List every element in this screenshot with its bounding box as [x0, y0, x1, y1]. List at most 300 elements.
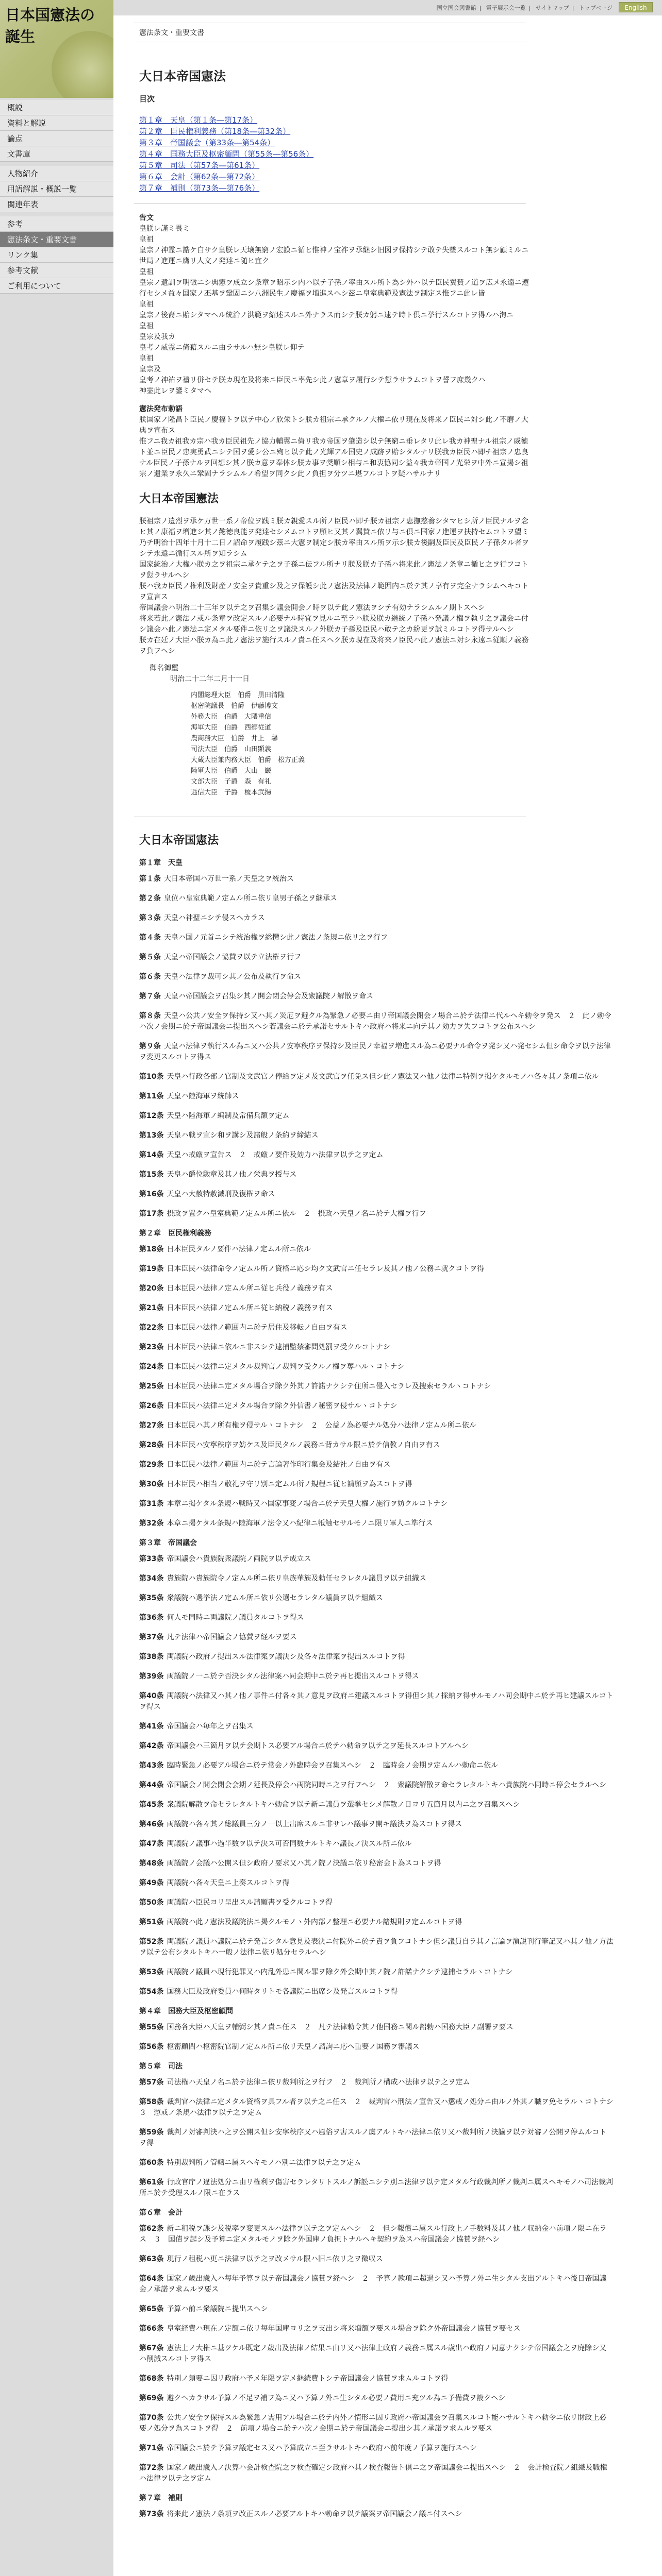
article-number: 第16条	[139, 1190, 164, 1198]
article-text: 日本臣民ハ其ノ所有権ヲ侵サルヽコトナシ ２ 公益ノ為必要ナル処分ハ法律ノ定ムル所ニ依ル	[167, 1421, 476, 1430]
article-item	[139, 1342, 614, 1353]
nav-item-bibliography[interactable]: 参考文献	[0, 263, 113, 278]
article-text: 避クヘカラサル予算ノ不足ヲ補フ為ニ又ハ予算ノ外ニ生シタル必要ノ費用ニ充ツル為ニ予備費ヲ設クヘシ	[167, 2394, 506, 2402]
article-item	[139, 1967, 614, 1978]
table-of-contents	[139, 114, 641, 194]
article-item	[139, 1381, 614, 1392]
nav-item-reference[interactable]: 参考	[0, 216, 113, 232]
article-number: 第44条	[139, 1781, 164, 1789]
article-item	[139, 2097, 621, 2119]
nav-gap	[0, 162, 113, 166]
article-text: 行政官庁ノ違法処分ニ由リ権利ヲ傷害セラレタリトスルノ訴訟ニシテ別ニ法律ヲ以テ定メタル行政裁判所ノ裁判ニ属スヘキモノハ司法裁判所ニ於テ受理スルノ限ニ在ラス	[139, 2178, 613, 2197]
article-item	[139, 2254, 614, 2265]
article-item	[139, 1518, 614, 1529]
article-item	[139, 2343, 614, 2365]
chapter-heading: 第１章 天皇	[139, 859, 183, 867]
article-text: 国務大臣及政府委員ハ何時タリトモ各議院ニ出席シ及発言スルコトヲ得	[167, 1988, 398, 1996]
article-text: 本章ニ掲ケタル条規ハ戦時又ハ国家事変ノ場合ニ於テ天皇大権ノ施行ヲ妨クルコトナシ	[167, 1500, 448, 1508]
article-text: 両議院ノ議事ハ過半数ヲ以テ決ス可否同数ナルトキハ議長ノ決スル所ニ依ル	[167, 1840, 412, 1848]
article-text: 両議院ハ法律又ハ其ノ他ノ事件ニ付各々其ノ意見ヲ政府ニ建議スルコトヲ得但シ其ノ採納ヲ得サルモノハ同会期中ニ於テ再ヒ建議スルコトヲ得ス	[139, 1692, 614, 1711]
article-item	[139, 1264, 614, 1275]
proclamation-paragraph: 将来若此ノ憲法ノ或ル条章ヲ改定スルノ必要ナル時宜ヲ見ルニ至ラハ朕及朕カ継統ノ子孫ハ発議ノ権ヲ執リ之ヲ議会ニ付シ議会ハ此ノ憲法ニ定メタル要件ニ依リ之ヲ議決スルノ外朕カ子孫及臣民ハ敢テ之カ紛更ヲ試ミルコトヲ得サルヘシ	[139, 615, 528, 634]
signatory: 陸軍大臣 伯爵 大山 巌	[191, 767, 272, 775]
proclamation-paragraph: 帝国議会ハ明治二十三年ヲ以テ之ヲ召集シ議会開会ノ時ヲ以テ此ノ憲法ヲシテ有効ナラシムルノ期トスヘシ	[139, 604, 485, 612]
article-number: 第51条	[139, 1918, 164, 1926]
article-item	[139, 2509, 614, 2520]
article-text: 衆議院ハ選挙法ノ定ムル所ニ依リ公選セラレタル議員ヲ以テ組織ス	[167, 1594, 383, 1602]
chapter-heading: 第３章 帝国議会	[139, 1539, 197, 1547]
article-text: 天皇ハ帝国議会ノ協賛ヲ以テ立法権ヲ行フ	[164, 953, 301, 961]
article-number: 第21条	[139, 1304, 164, 1312]
article-number: 第57条	[139, 2078, 164, 2087]
article-number: 第63条	[139, 2255, 164, 2263]
article-number: 第33条	[139, 1555, 164, 1563]
article-number: 第26条	[139, 1402, 164, 1410]
article-number: 第30条	[139, 1480, 164, 1488]
article-number: 第18条	[139, 1245, 164, 1253]
article-item	[139, 1760, 614, 1771]
article-text: 両議院ハ各々其ノ総議員三分ノ一以上出席スルニ非サレハ議事ヲ開キ議決ヲ為スコトヲ得ス	[167, 1820, 462, 1828]
article-item	[139, 972, 614, 982]
article-item	[139, 933, 614, 943]
article-text: 天皇ハ神聖ニシテ侵スヘカラス	[164, 914, 265, 922]
article-item	[139, 893, 614, 904]
proclamation-paragraph: 朕カ在廷ノ大臣ハ朕カ為ニ此ノ憲法ヲ施行スルノ責ニ任スヘク朕カ現在及将来ノ臣民ハ此ノ憲法ニ対シ永遠ニ従順ノ義務ヲ負フヘシ	[139, 636, 529, 655]
article-item	[139, 2463, 614, 2484]
article-item	[139, 1613, 614, 1623]
article-text: 天皇ハ戒厳ヲ宣告ス ２ 戒厳ノ要件及効力ハ法律ヲ以テ之ヲ定ム	[167, 1151, 384, 1159]
chapter-heading: 第５章 司法	[139, 2062, 183, 2071]
proclamation-text	[139, 516, 531, 657]
article-text: 日本臣民タルノ要件ハ法律ノ定ムル所ニ依ル	[167, 1245, 311, 1253]
nav-item-chronology[interactable]: 関連年表	[0, 197, 113, 212]
article-item	[139, 1721, 614, 1732]
chapter-heading: 第４章 国務大臣及枢密顧問	[139, 2007, 233, 2015]
article-item	[139, 2042, 614, 2053]
article-number: 第４条	[139, 934, 161, 942]
article-text: 日本臣民ハ法律命令ノ定ムル所ノ資格ニ応シ均ク文武官ニ任セラレ及其ノ他ノ公務ニ就クコトヲ得	[167, 1265, 485, 1273]
article-item	[139, 1780, 614, 1791]
article-text: 日本臣民ハ法律ノ定ムル所ニ従ヒ納税ノ義務ヲ有ス	[167, 1304, 333, 1312]
article-item	[139, 2324, 614, 2334]
article-text: 両議院ノ会議ハ公開ス但シ政府ノ要求又ハ其ノ院ノ決議ニ依リ秘密会ト為スコトヲ得	[167, 1859, 441, 1868]
article-item	[139, 1420, 614, 1431]
nav-item-usage[interactable]: ご利用について	[0, 278, 113, 294]
proclamation-date: 明治二十二年二月十一日	[170, 675, 250, 683]
article-number: 第70条	[139, 2414, 164, 2422]
article-text: 予算ハ前ニ衆議院ニ提出スヘシ	[167, 2305, 268, 2313]
article-item	[139, 1479, 614, 1490]
article-item	[139, 1041, 614, 1063]
preamble-line: 皇考ノ威霊ニ倚藉スルニ由ラサルハ無シ皇朕レ仰テ	[139, 344, 305, 352]
article-number: 第40条	[139, 1692, 164, 1700]
english-button[interactable]: English	[619, 2, 653, 12]
article-number: 第28条	[139, 1441, 164, 1449]
article-text: 将来此ノ憲法ノ条項ヲ改正スルノ必要アルトキハ勅命ヲ以テ議案ヲ帝国議会ノ議ニ付スヘシ	[167, 2510, 462, 2518]
article-number: 第46条	[139, 1820, 164, 1828]
article-number: 第64条	[139, 2275, 164, 2283]
article-number: 第56条	[139, 2043, 164, 2051]
article-item	[139, 1573, 614, 1584]
article-text: 帝国議会ハ貴族院衆議院ノ両院ヲ以テ成立ス	[167, 1555, 311, 1563]
signatory: 文部大臣 子爵 森 有礼	[191, 778, 272, 786]
signatory: 農商務大臣 伯爵 井上 馨	[191, 735, 278, 742]
sidebar-nav	[0, 100, 113, 294]
article-item	[139, 1011, 614, 1032]
article-item	[139, 2177, 614, 2199]
proclamation-paragraph: 朕ハ我カ臣民ノ権利及財産ノ安全ヲ貴重シ及之ヲ保護シ此ノ憲法及法律ノ範囲内ニ於テ其ノ享有ヲ完全ナラシムヘキコトヲ宣言ス	[139, 582, 529, 601]
nav-item-links[interactable]: リンク集	[0, 247, 113, 263]
constitution-title: 大日本帝国憲法	[139, 834, 219, 847]
article-item	[139, 1303, 614, 1314]
article-item	[139, 1878, 614, 1889]
article-item	[139, 2077, 614, 2088]
proclamation-paragraph: 国家統治ノ大権ハ朕カ之ヲ祖宗ニ承ケテ之ヲ子孫ニ伝フル所ナリ朕及朕カ子孫ハ将来此ノ憲法ノ条章ニ循ヒ之ヲ行フコトヲ愆ラサルヘシ	[139, 561, 528, 580]
article-text: 日本臣民ハ法律ニ依ルニ非スシテ逮捕監禁審問処罰ヲ受クルコトナシ	[167, 1343, 390, 1351]
top-link-ndl[interactable]: 国立国会図書館	[436, 5, 476, 11]
chapter-heading: 第６章 会計	[139, 2209, 183, 2217]
preamble-line: 皇考ノ神祐ヲ禱リ併セテ朕カ現在及将来ニ臣民ニ率先シ此ノ憲章ヲ履行シテ愆ラサラムコトヲ誓フ庶幾クハ	[139, 376, 486, 384]
article-item	[139, 1632, 614, 1643]
article-text: 皇位ハ皇室典範ノ定ムル所ニ依リ皇男子孫之ヲ継承ス	[164, 894, 337, 903]
article-number: 第31条	[139, 1500, 164, 1508]
article-text: 天皇ハ陸海軍ノ編制及常備兵額ヲ定ム	[167, 1112, 290, 1120]
nav-gap	[0, 212, 113, 216]
article-text: 特別ノ須要ニ因リ政府ハ予メ年限ヲ定メ継続費トシテ帝国議会ノ協賛ヲ求ムルコトヲ得	[167, 2375, 449, 2383]
article-text: 帝国議会ハ三箇月ヲ以テ会期トス必要アル場合ニ於テハ勅命ヲ以テ之ヲ延長スルコトアルヘシ	[167, 1742, 469, 1750]
article-number: 第55条	[139, 2023, 164, 2031]
article-text: 天皇ハ爵位勲章及其ノ他ノ栄典ヲ授与ス	[167, 1171, 297, 1179]
article-number: 第14条	[139, 1151, 164, 1159]
article-number: 第58条	[139, 2098, 164, 2106]
top-link-exhibitions[interactable]: 電子展示会一覧	[486, 5, 526, 11]
article-number: 第６条	[139, 973, 161, 981]
article-item	[139, 1593, 614, 1604]
article-text: 特別裁判所ノ管轄ニ属スヘキモノハ別ニ法律ヲ以テ之ヲ定ム	[167, 2159, 361, 2167]
proclamation-paragraph: 朕祖宗ノ遺烈ヲ承ケ万世一系ノ帝位ヲ践ミ朕カ親愛スル所ノ臣民ハ即チ朕カ祖宗ノ恵撫慈養シタマヒシ所ノ臣民ナルヲ念ヒ其ノ康福ヲ増進シ其ノ懿徳良能ヲ発達セシメムコトヲ願ヒ又其ノ翼賛ニ依リ与ニ倶ニ国家ノ進運ヲ扶持セムコトヲ望ミ乃チ明治十四年十月十二日ノ詔命ヲ履践シ茲ニ大憲ヲ制定シ朕カ率由スル所ヲ示シ朕カ後嗣及臣民及臣民ノ子孫タル者ヲシテ永遠ニ循行スル所ヲ知ラシム	[139, 517, 529, 558]
article-number: 第36条	[139, 1614, 164, 1622]
article-number: 第41条	[139, 1722, 164, 1731]
article-text: 天皇ハ帝国議会ヲ召集シ其ノ開会閉会停会及衆議院ノ解散ヲ命ス	[164, 992, 373, 1001]
article-text: 衆議院解散ヲ命セラレタルトキハ勅命ヲ以テ新ニ議員ヲ選挙セシメ解散ノ日ヨリ五箇月以内ニ之ヲ召集スヘシ	[167, 1801, 520, 1809]
article-number: 第12条	[139, 1112, 164, 1120]
article-number: 第60条	[139, 2159, 164, 2167]
proclamation-title: 大日本帝国憲法	[139, 493, 219, 505]
article-item	[139, 2374, 614, 2384]
signatory-list	[191, 690, 641, 798]
article-text: 司法権ハ天皇ノ名ニ於テ法律ニ依リ裁判所之ヲ行フ ２ 裁判所ノ構成ハ法律ヲ以テ之ヲ定ム	[167, 2078, 470, 2087]
nav-item-issues[interactable]: 論点	[0, 131, 113, 146]
article-item	[139, 1499, 614, 1510]
article-text: 本章ニ掲ケタル条規ハ陸海軍ノ法令又ハ紀律ニ牴触セサルモノニ限リ軍人ニ準行ス	[167, 1519, 433, 1528]
article-number: 第27条	[139, 1421, 164, 1430]
article-number: 第32条	[139, 1519, 164, 1528]
article-text: 帝国議会ハ毎年之ヲ召集ス	[167, 1722, 254, 1731]
article-number: 第43条	[139, 1761, 164, 1770]
article-number: 第47条	[139, 1840, 164, 1848]
sidebar	[0, 0, 113, 2576]
preamble-line: 皇祖	[139, 268, 154, 276]
article-text: 両議院ハ臣民ヨリ呈出スル請願書ヲ受クルコトヲ得	[167, 1899, 333, 1907]
article-text: 天皇ハ法律ヲ裁可シ其ノ公布及執行ヲ命ス	[164, 973, 301, 981]
article-item	[139, 2304, 614, 2315]
article-item	[139, 1460, 614, 1470]
top-link-top[interactable]: トップページ	[578, 5, 613, 11]
signatory: 海軍大臣 伯爵 西郷従道	[191, 724, 272, 732]
preamble-line: 皇宗ノ後裔ニ貽シタマヘル統治ノ洪範ヲ紹述スルニ外ナラス而シテ朕カ躬ニ逮テ時ト倶ニ挙行スルコトヲ得ルハ洵ニ	[139, 311, 514, 319]
article-number: 第61条	[139, 2178, 164, 2187]
article-text: 日本臣民ハ法律ノ範囲内ニ於テ言論著作印行集会及結社ノ自由ヲ有ス	[167, 1461, 391, 1469]
article-number: 第39条	[139, 1672, 164, 1681]
preamble-line: 皇祖	[139, 322, 154, 330]
article-text: 日本臣民ハ安寧秩序ヲ妨ケス及臣民タルノ義務ニ背カサル限ニ於テ信教ノ自由ヲ有ス	[167, 1441, 440, 1449]
article-number: 第65条	[139, 2305, 164, 2313]
article-item	[139, 1244, 614, 1255]
preamble-line: 皇宗及我カ	[139, 333, 175, 341]
article-item	[139, 2158, 614, 2168]
signatory: 枢密院議長 伯爵 伊藤博文	[191, 702, 278, 710]
article-text: 天皇ハ戦ヲ宣シ和ヲ講シ及諸般ノ条約ヲ締結ス	[167, 1131, 319, 1140]
nav-item-constitution-texts[interactable]: 憲法条文・重要文書	[0, 232, 113, 247]
proclamation-section	[139, 516, 531, 685]
article-text: 天皇ハ公共ノ安全ヲ保持シ又ハ其ノ災厄ヲ避クル為緊急ノ必要ニ由リ帝国議会閉会ノ場合ニ於テ法律ニ代ルヘキ勅令ヲ発ス ２ 此ノ勅令ハ次ノ会期ニ於テ帝国議会ニ提出スヘシ若議会ニ於テ承諾セサルトキハ政府ハ将来ニ向テ其ノ効力ヲ失フコトヲ公布スヘシ	[139, 1012, 611, 1031]
article-item	[139, 1072, 614, 1082]
article-text: 裁判官ハ法律ニ定メタル資格ヲ具フル者ヲ以テ之ニ任ス ２ 裁判官ハ刑法ノ宣告又ハ懲戒ノ処分ニ由ルノ外其ノ職ヲ免セラルヽコトナシ ３ 懲戒ノ条規ハ法律ヲ以テ之ヲ定ム	[139, 2098, 621, 2117]
article-text: 日本臣民ハ相当ノ敬礼ヲ守リ別ニ定ムル所ノ規程ニ従ヒ請願ヲ為スコトヲ得	[167, 1480, 412, 1488]
nav-item-archive[interactable]: 文書庫	[0, 146, 113, 162]
article-number: 第25条	[139, 1382, 164, 1391]
article-text: 日本臣民ハ法律ノ範囲内ニ於テ居住及移転ノ自由ヲ有ス	[167, 1324, 347, 1332]
article-text: 憲法上ノ大権ニ基ツケル既定ノ歳出及法律ノ結果ニ由リ又ハ法律上政府ノ義務ニ属スル歳出ハ政府ノ同意ナクシテ帝国議会之ヲ廃除シ又ハ削減スルコトヲ得ス	[139, 2344, 607, 2363]
article-number: 第19条	[139, 1265, 164, 1273]
article-text: 摂政ヲ置クハ皇室典範ノ定ムル所ニ依ル ２ 摂政ハ天皇ノ名ニ於テ大権ヲ行フ	[167, 1210, 426, 1218]
article-number: 第10条	[139, 1073, 164, 1081]
article-item	[139, 1283, 614, 1294]
article-text: 天皇ハ大赦特赦減刑及復権ヲ命ス	[167, 1190, 275, 1198]
article-text: 帝国議会ノ開会閉会会期ノ延長及停会ハ両院同時ニ之ヲ行フヘシ ２ 衆議院解散ヲ命セラレタルトキハ貴族院ハ同時ニ停会セラルヘシ	[167, 1781, 606, 1789]
signatory: 大蔵大臣兼内務大臣 伯爵 松方正義	[191, 756, 305, 764]
article-number: 第34条	[139, 1574, 164, 1583]
preamble-line: 皇宗ノ神霊ニ誥ケ白サク皇朕レ天壌無窮ノ宏謨ニ循ヒ惟神ノ宝祚ヲ承継シ旧図ヲ保持シテ敢テ失墜スルコト無シ顧ミルニ世局ノ進運ニ膺リ人文ノ発達ニ随ヒ宜ク	[139, 246, 529, 265]
article-text: 天皇ハ行政各部ノ官制及文武官ノ俸給ヲ定メ及文武官ヲ任免ス但シ此ノ憲法又ハ他ノ法律ニ特例ヲ掲ケタルモノハ各々其ノ条項ニ依ル	[167, 1073, 599, 1081]
article-item	[139, 1897, 614, 1908]
article-number: 第72条	[139, 2464, 164, 2472]
article-text: 凡テ法律ハ帝国議会ノ協賛ヲ経ルヲ要ス	[167, 1633, 297, 1641]
preamble-text	[139, 224, 531, 397]
article-number: 第66条	[139, 2325, 164, 2333]
article-item	[139, 1150, 614, 1161]
article-text: 枢密顧問ハ枢密院官制ノ定ムル所ニ依リ天皇ノ諮詢ニ応ヘ重要ノ国務ヲ審議ス	[167, 2043, 420, 2051]
top-link-sitemap[interactable]: サイトマップ	[535, 5, 569, 11]
article-number: 第37条	[139, 1633, 164, 1641]
article-item	[139, 1323, 614, 1333]
article-number: 第38条	[139, 1653, 164, 1661]
article-text: 日本臣民ハ法律ニ定メタル場合ヲ除ク外信書ノ秘密ヲ侵サルヽコトナシ	[167, 1402, 398, 1410]
preamble-line: 皇朕レ謹ミ畏ミ	[139, 225, 190, 233]
signatory: 外務大臣 伯爵 大隈重信	[191, 713, 272, 721]
article-text: 新ニ租税ヲ課シ及税率ヲ変更スルハ法律ヲ以テ之ヲ定ムヘシ ２ 但シ報償ニ属スル行政上ノ手数料及其ノ他ノ収納金ハ前項ノ限ニ在ラス ３ 国債ヲ起シ及予算ニ定メタルモノヲ除ク外国庫ノ負担トナルヘキ契約ヲ為スハ帝国議会ノ協賛ヲ経ヘシ	[139, 2225, 607, 2244]
article-list	[139, 858, 621, 2520]
article-text: 両議院ノ議員ハ議院ニ於テ発言シタル意見及表決ニ付院外ニ於テ責ヲ負フコトナシ但シ議員自ラ其ノ言論ヲ演説刊行筆記又ハ其ノ他ノ方法ヲ以テ公布シタルトキハ一般ノ法律ニ依リ処分セラルヘシ	[139, 1938, 614, 1957]
article-number: 第５条	[139, 953, 161, 961]
article-text: 両議院ハ各々天皇ニ上奏スルコトヲ得	[167, 1879, 290, 1887]
article-number: 第23条	[139, 1343, 164, 1351]
article-text: 両議院ハ此ノ憲法及議院法ニ掲クルモノヽ外内部ノ整理ニ必要ナル諸規則ヲ定ムルコトヲ得	[167, 1918, 462, 1926]
article-item	[139, 2127, 614, 2149]
article-number: 第７条	[139, 992, 161, 1001]
article-item	[139, 1917, 614, 1928]
breadcrumb: 憲法条文・重要文書	[134, 23, 526, 42]
article-item	[139, 2393, 614, 2404]
article-item	[139, 1189, 614, 1200]
nav-item-glossary[interactable]: 用語解説・概説一覧	[0, 181, 113, 197]
article-item	[139, 874, 614, 885]
article-number: 第48条	[139, 1859, 164, 1868]
preamble-heading: 告文	[139, 214, 154, 222]
article-text: 天皇ハ陸海軍ヲ統帥ス	[167, 1092, 239, 1100]
article-text: 国務各大臣ハ天皇ヲ輔弼シ其ノ責ニ任ス ２ 凡テ法律勅令其ノ他国務ニ関ル詔勅ハ国務大臣ノ副署ヲ要ス	[167, 2023, 514, 2031]
article-text: 国家ノ歳出歳入ハ毎年予算ヲ以テ帝国議会ノ協賛ヲ経ヘシ ２ 予算ノ款項ニ超過シ又ハ予算ノ外ニ生シタル支出アルトキハ後日帝国議会ノ承諾ヲ求ムルヲ要ス	[139, 2275, 607, 2294]
article-item	[139, 2224, 614, 2245]
article-number: 第８条	[139, 1012, 161, 1020]
article-item	[139, 2443, 614, 2454]
article-text: 大日本帝国ハ万世一系ノ天皇之ヲ統治ス	[164, 875, 294, 883]
article-item	[139, 1554, 614, 1565]
article-text: 帝国議会ニ於テ予算ヲ議定セス又ハ予算成立ニ至ラサルトキハ政府ハ前年度ノ予算ヲ施行スヘシ	[167, 2444, 477, 2452]
article-item	[139, 952, 614, 963]
article-number: 第９条	[139, 1042, 161, 1050]
chapter-heading: 第７章 補則	[139, 2494, 183, 2502]
article-number: 第71条	[139, 2444, 164, 2452]
article-item	[139, 1130, 614, 1141]
preamble-line: 皇宗ノ遺訓ヲ明徴ニシ典憲ヲ成立シ条章ヲ昭示シ内ハ以テ子孫ノ率由スル所ト為シ外ハ以テ臣民翼賛ノ道ヲ広メ永遠ニ遵行セシメ益々国家ノ丕基ヲ鞏固ニシ八洲民生ノ慶福ヲ増進スヘシ茲ニ皇室典範及憲法ヲ制定ス惟フニ此レ皆	[139, 279, 529, 298]
article-number: 第69条	[139, 2394, 164, 2402]
article-text: 天皇ハ国ノ元首ニシテ統治権ヲ総攬シ此ノ憲法ノ条規ニ依リ之ヲ行フ	[164, 934, 388, 942]
preamble-line: 神霊此レヲ鑒ミタマヘ	[139, 387, 211, 395]
article-text: 両議院ハ政府ノ提出スル法律案ヲ議決シ及各々法律案ヲ提出スルコトヲ得	[167, 1653, 405, 1661]
article-item	[139, 2413, 614, 2434]
article-item	[139, 1858, 614, 1869]
article-item	[139, 1741, 614, 1752]
article-text: 皇室経費ハ現在ノ定額ニ依リ毎年国庫ヨリ之ヲ支出シ将来増額ヲ要スル場合ヲ除ク外帝国議会ノ協賛ヲ要セス	[167, 2325, 521, 2333]
article-item	[139, 1819, 614, 1830]
article-number: 第52条	[139, 1938, 164, 1946]
top-links: 国立国会図書館 | 電子展示会一覧 | サイトマップ | トップページ	[436, 5, 613, 11]
article-text: 公共ノ安全ヲ保持スル為緊急ノ需用アル場合ニ於テ内外ノ情形ニ因リ政府ハ帝国議会ヲ召集スルコト能ハサルトキハ勅令ニ依リ財政上必要ノ処分ヲ為スコトヲ得 ２ 前項ノ場合ニ於テハ次ノ会期ニ於テ帝国議会ニ提出シ其ノ承諾ヲ求ムルヲ要ス	[139, 2414, 607, 2433]
chapter-heading: 第２章 臣民権利義務	[139, 1229, 211, 1238]
article-item	[139, 1652, 614, 1663]
toc-link[interactable]: 第５章 司法（第57条―第61条）	[139, 161, 260, 170]
article-item	[139, 1111, 614, 1122]
edict-text	[139, 415, 531, 480]
article-text: 日本臣民ハ法律ニ定メタル場合ヲ除ク外其ノ許諾ナクシテ住所ニ侵入セラレ及捜索セラルヽコトナシ	[167, 1382, 491, 1391]
article-item	[139, 1671, 614, 1682]
edict-paragraph: 朕国家ノ隆昌ト臣民ノ慶福トヲ以テ中心ノ欣栄トシ朕カ祖宗ニ承クルノ大権ニ依リ現在及将来ノ臣民ニ対シ此ノ不磨ノ大典ヲ宣布ス	[139, 416, 529, 435]
article-number: 第24条	[139, 1363, 164, 1371]
article-text: 臨時緊急ノ必要アル場合ニ於テ常会ノ外臨時会ヲ召集スヘシ ２ 臨時会ノ会期ヲ定ムルハ勅命ニ依ル	[167, 1761, 498, 1770]
article-text: 現行ノ租税ハ更ニ法律ヲ以テ之ヲ改メサル限ハ旧ニ依リ之ヲ徴収ス	[167, 2255, 383, 2263]
toc-link[interactable]: 第６章 会計（第62条―第72条）	[139, 172, 260, 181]
article-item	[139, 1440, 614, 1451]
article-text: 裁判ノ対審判決ハ之ヲ公開ス但シ安寧秩序又ハ風俗ヲ害スルノ虞アルトキハ法律ニ依リ又ハ裁判所ノ決議ヲ以テ対審ノ公開ヲ停ムルコトヲ得	[139, 2128, 607, 2147]
article-text: 日本臣民ハ法律ニ定メタル裁判官ノ裁判ヲ受クルノ権ヲ奪ハルヽコトナシ	[167, 1363, 405, 1371]
article-number: 第49条	[139, 1879, 164, 1887]
article-item	[139, 1800, 614, 1810]
article-item	[139, 1401, 614, 1412]
nav-item-people[interactable]: 人物紹介	[0, 166, 113, 181]
nav-item-overview[interactable]: 概説	[0, 100, 113, 115]
toc-link[interactable]: 第１章 天皇（第１条―第17条）	[139, 115, 258, 125]
article-item	[139, 1987, 614, 1997]
article-item	[139, 913, 614, 924]
site-logo[interactable]	[0, 0, 113, 98]
article-number: 第62条	[139, 2225, 164, 2233]
article-item	[139, 1937, 614, 1958]
article-number: 第20条	[139, 1284, 164, 1293]
toc-link[interactable]: 第３章 帝国議会（第33条―第54条）	[139, 138, 275, 147]
article-text: 国家ノ歳出歳入ノ決算ハ会計検査院之ヲ検査確定シ政府ハ其ノ検査報告ト倶ニ之ヲ帝国議会ニ提出スヘシ ２ 会計検査院ノ組織及職権ハ法律ヲ以テ之ヲ定ム	[139, 2464, 607, 2483]
toc-link[interactable]: 第２章 臣民権利義務（第18条―第32条）	[139, 127, 291, 136]
preamble-line: 皇祖	[139, 300, 154, 309]
toc-link[interactable]: 第４章 国務大臣及枢密顧問（第55条―第56条）	[139, 149, 314, 159]
site-title-line2: 誕生	[5, 28, 36, 45]
signatory: 内閣総理大臣 伯爵 黒田清隆	[191, 691, 285, 699]
article-text: 両議院ノ議員ハ現行犯罪又ハ内乱外患ニ関ル罪ヲ除ク外会期中其ノ院ノ許諾ナクシテ逮捕セラルヽコトナシ	[167, 1968, 513, 1976]
article-item	[139, 1839, 614, 1850]
article-number: 第11条	[139, 1092, 164, 1100]
article-number: 第29条	[139, 1461, 164, 1469]
article-number: 第１条	[139, 875, 161, 883]
preamble-section	[139, 213, 531, 480]
article-item	[139, 991, 614, 1002]
signatory: 逓信大臣 子爵 榎本武揚	[191, 789, 272, 796]
article-number: 第54条	[139, 1988, 164, 1996]
article-number: 第73条	[139, 2510, 164, 2518]
article-number: 第50条	[139, 1899, 164, 1907]
article-text: 貴族院ハ貴族院令ノ定ムル所ニ依リ皇族華族及勅任セラレタル議員ヲ以テ組織ス	[167, 1574, 426, 1583]
preamble-line: 皇祖	[139, 235, 154, 244]
article-item	[139, 1091, 614, 1102]
article-number: 第53条	[139, 1968, 164, 1976]
toc-link[interactable]: 第７章 補則（第73条―第76条）	[139, 183, 260, 193]
main-content	[113, 15, 662, 2576]
article-number: 第59条	[139, 2128, 164, 2137]
article-item	[139, 1362, 614, 1372]
toc-heading: 目次	[139, 94, 155, 104]
site-title-line1: 日本国憲法の	[5, 6, 95, 24]
article-number: 第２条	[139, 894, 161, 903]
edict-paragraph: 惟フニ我カ祖我カ宗ハ我カ臣民祖先ノ協力輔翼ニ倚リ我カ帝国ヲ肇造シ以テ無窮ニ垂レタリ此レ我カ神聖ナル祖宗ノ威徳ト並ニ臣民ノ忠実勇武ニシテ国ヲ愛シ公ニ殉ヒ以テ此ノ光輝アル国史ノ成跡ヲ貽シタルナリ朕我カ臣民ハ即チ祖宗ノ忠良ナル臣民ノ子孫ナルヲ回想シ其ノ朕カ意ヲ奉体シ朕カ事ヲ奨順シ相与ニ和衷協同シ益々我カ帝国ノ光栄ヲ中外ニ宣揚シ祖宗ノ遺業ヲ永久ニ鞏固ナラシムルノ希望ヲ同クシ此ノ負担ヲ分ツニ堪フルコトヲ疑ハサルナリ	[139, 437, 528, 478]
article-text: 何人モ同時ニ両議院ノ議員タルコトヲ得ス	[167, 1614, 304, 1622]
edict-heading: 憲法発布勅語	[139, 405, 183, 413]
nav-item-materials[interactable]: 資料と解説	[0, 115, 113, 131]
article-text: 両議院ノ一ニ於テ否決シタル法律案ハ同会期中ニ於テ再ヒ提出スルコトヲ得ス	[167, 1672, 419, 1681]
article-number: 第17条	[139, 1210, 164, 1218]
article-number: 第42条	[139, 1742, 164, 1750]
divider	[134, 203, 526, 204]
top-bar	[113, 0, 662, 15]
article-number: 第３条	[139, 914, 161, 922]
article-item	[139, 2274, 614, 2295]
article-number: 第45条	[139, 1801, 164, 1809]
page-title: 大日本帝国憲法	[139, 69, 226, 83]
article-number: 第35条	[139, 1594, 164, 1602]
article-item	[139, 2022, 614, 2033]
site-title	[5, 4, 95, 47]
article-item	[139, 1170, 614, 1180]
preamble-line: 皇宗及	[139, 365, 161, 374]
article-number: 第67条	[139, 2344, 164, 2352]
